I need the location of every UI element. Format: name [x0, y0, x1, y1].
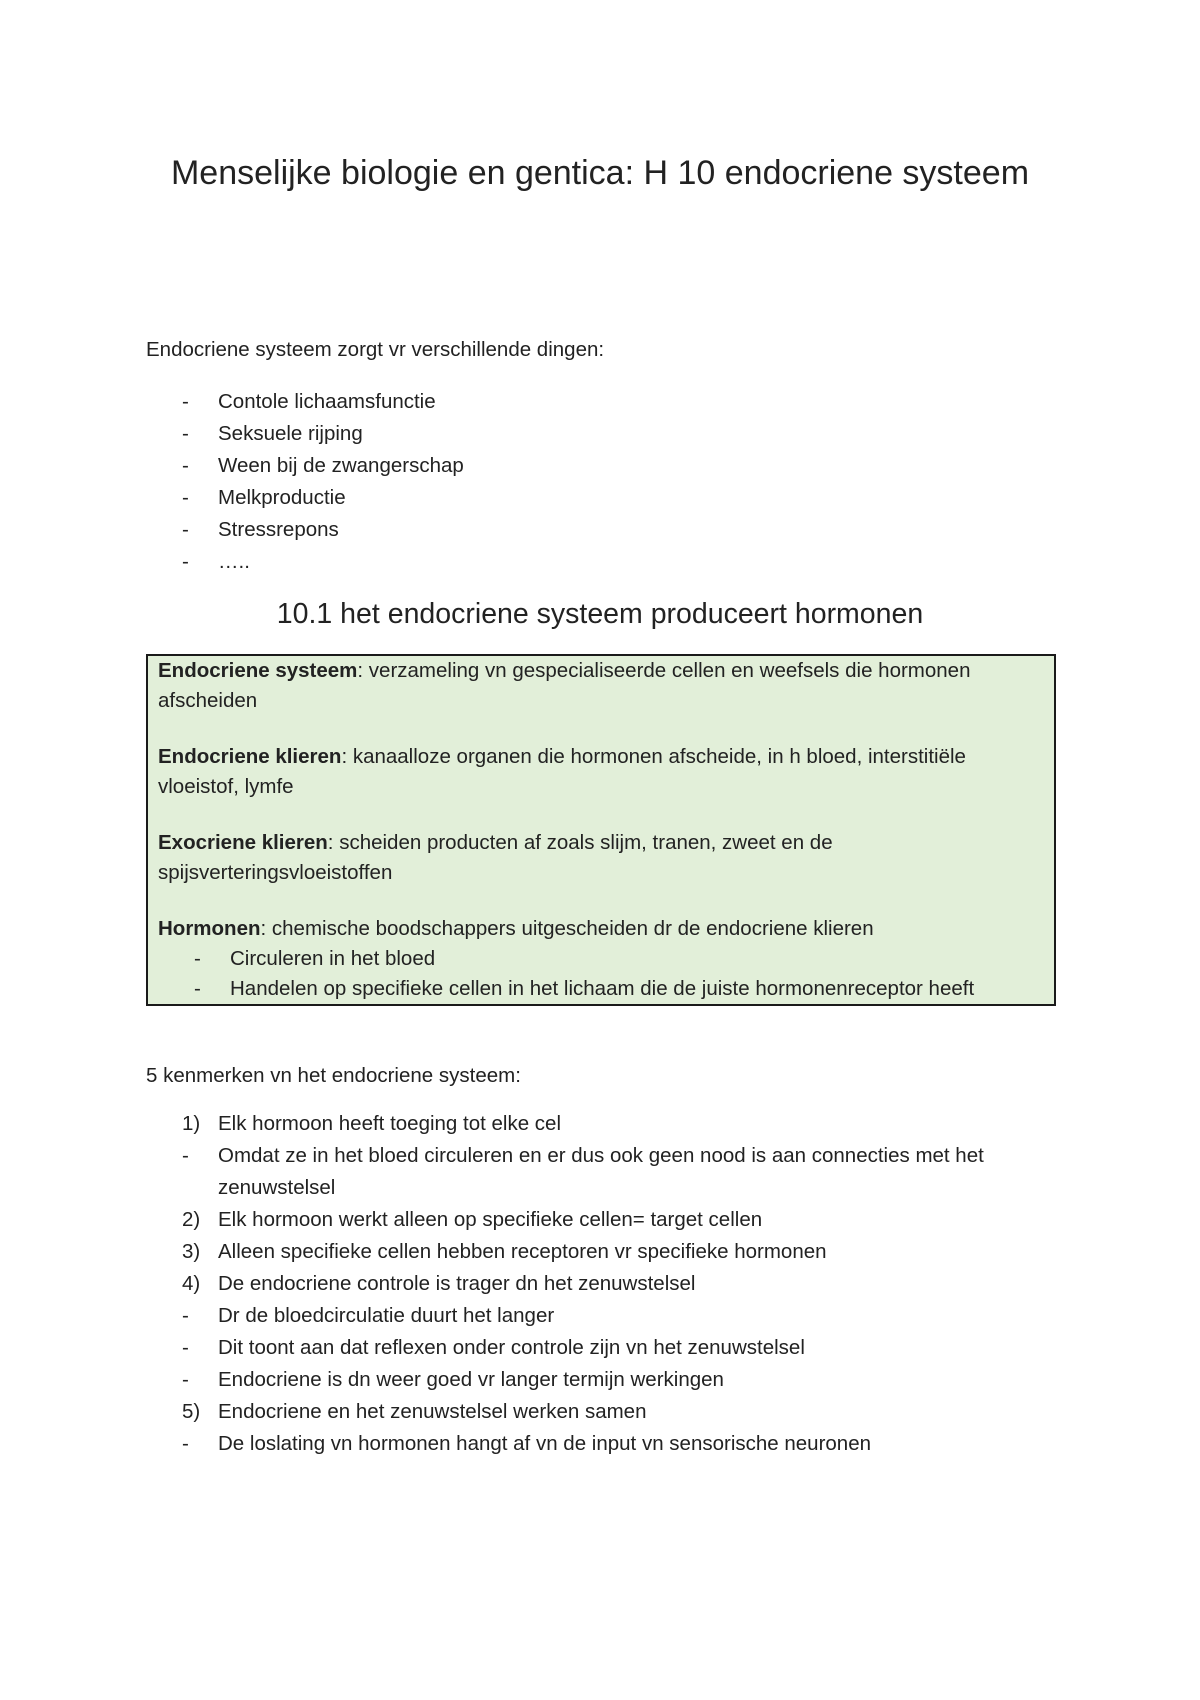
list-item: - Endocriene is dn weer goed vr langer termijn werkingen: [182, 1368, 724, 1391]
list-item: - Circuleren in het bloed: [194, 947, 436, 970]
list-item: - Stressrepons: [182, 518, 339, 541]
list-item: - Seksuele rijping: [182, 422, 363, 445]
definition-endocriene-systeem: Endocriene systeem: verzameling vn gespecialiseerde cellen en weefsels die hormonen afscheiden: [158, 659, 971, 712]
list-item: - …..: [182, 550, 250, 573]
list-item: - Omdat ze in het bloed circuleren en er dus ook geen nood is aan connecties met het zenuwstelsel: [182, 1144, 984, 1199]
definition-hormonen: Hormonen: chemische boodschappers uitgescheiden dr de endocriene klieren: [158, 917, 874, 940]
list-item: 1) Elk hormoon heeft toeging tot elke cel: [182, 1112, 562, 1135]
definition-box: [146, 654, 1056, 1006]
list-item: - De loslating vn hormonen hangt af vn de input vn sensorische neuronen: [182, 1432, 872, 1455]
list-item: - Ween bij de zwangerschap: [182, 454, 464, 477]
intro-text: Endocriene systeem zorgt vr verschillende dingen:: [146, 338, 605, 361]
list-item: - Dr de bloedcirculatie duurt het langer: [182, 1304, 555, 1327]
list-item: 2) Elk hormoon werkt alleen op specifieke cellen= target cellen: [182, 1208, 763, 1231]
list-item: - Dit toont aan dat reflexen onder controle zijn vn het zenuwstelsel: [182, 1336, 805, 1359]
function-list: [146, 386, 464, 578]
list-item: - Melkproductie: [182, 486, 346, 509]
definition-endocriene-klieren: Endocriene klieren: kanaalloze organen die hormonen afscheide, in h bloed, interstitiële vloeistof, lymfe: [158, 745, 966, 798]
section-heading: 10.1 het endocriene systeem produceert hormonen: [276, 598, 924, 630]
list-item: - Handelen op specifieke cellen in het lichaam die de juiste hormonenreceptor heeft: [194, 977, 975, 1000]
features-intro: 5 kenmerken vn het endocriene systeem:: [146, 1064, 521, 1087]
definition-exocriene-klieren: Exocriene klieren: scheiden producten af zoals slijm, tranen, zweet en de spijsverteringsvloeistoffen: [158, 831, 833, 884]
page-title: Menselijke biologie en gentica: H 10 endocriene systeem: [170, 154, 1030, 192]
hormone-points: [158, 944, 1044, 1004]
list-item: 5) Endocriene en het zenuwstelsel werken samen: [182, 1400, 647, 1423]
features-list: [146, 1108, 1066, 1460]
list-item: - Contole lichaamsfunctie: [182, 390, 436, 413]
list-item: 4) De endocriene controle is trager dn het zenuwstelsel: [182, 1272, 696, 1295]
list-item: 3) Alleen specifieke cellen hebben receptoren vr specifieke hormonen: [182, 1240, 827, 1263]
